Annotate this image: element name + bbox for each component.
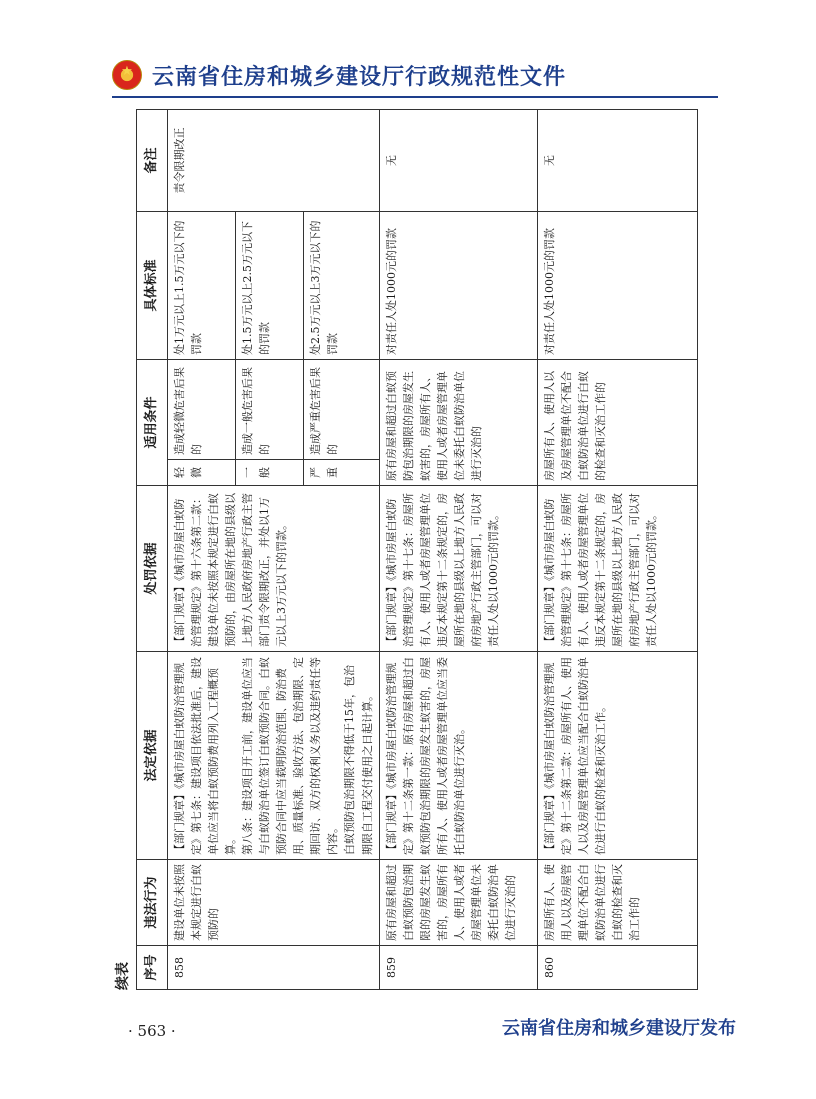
tier-standard: 处2.5万元以上3万元以下的罚款 (304, 211, 380, 359)
row-condition: 房屋所有人、使用人以及房屋管理单位不配合白蚁防治单位进行白蚁的检查和灭治工作的 (537, 359, 697, 485)
basis-paragraph: 【部门规章】《城市房屋白蚁防治管理规定》第十二条第一款：原有房屋和超过白蚁预防包治期限的房屋发生蚁害的，房屋所有人、使用人或者房屋管理单位应当委托白蚁防治单位进行灭治。 (384, 657, 466, 855)
header-note: 备注 (137, 109, 168, 211)
basis-paragraph: 白蚁预防包治期限不得低于15年，包治期限自工程交付使用之日起计算。 (343, 665, 374, 855)
header-condition: 适用条件 (137, 359, 168, 485)
tier-condition: 造成轻微危害后果的 (168, 359, 236, 459)
row-act: 房屋所有人、使用人以及房屋管理单位不配合白蚁防治单位进行白蚁的检查和灭治工作的 (537, 860, 697, 946)
continuation-label: 续表 (115, 962, 131, 990)
header-rule (112, 96, 718, 98)
basis-paragraph: 【部门规章】《城市房屋白蚁防治管理规定》第七条：建设项目依法批准后，建设单位应当将白蚁预防费用列入工程概预算。 (173, 657, 238, 855)
row-note: 责令限期改正 (168, 109, 380, 211)
table-row (379, 109, 537, 989)
row-basis (168, 652, 380, 860)
header-num: 序号 (137, 946, 168, 990)
tier-level: 严重 (304, 460, 380, 486)
row-note: 无 (379, 109, 537, 211)
tier-standard: 处1.5万元以上2.5万元以下的罚款 (236, 211, 304, 359)
national-emblem-icon (112, 60, 142, 90)
penalty-table (136, 109, 698, 990)
page-header (112, 56, 752, 94)
tier-level: 一般 (236, 460, 304, 486)
header-basis: 法定依据 (137, 652, 168, 860)
row-penalty: 【部门规章】《城市房屋白蚁防治管理规定》第十七条：房屋所有人、使用人或者房屋管理单位违反本规定第十二条规定的，房屋所在地的县级以上地方人民政府房地产行政主管部门，可以对责任人处以1000元的罚款。 (537, 486, 697, 652)
row-note: 无 (537, 109, 697, 211)
header-act: 违法行为 (137, 860, 168, 946)
row-num: 858 (168, 946, 380, 990)
table-row (168, 109, 236, 989)
row-basis (537, 652, 697, 860)
rotated-table-area (110, 110, 718, 990)
footer-publisher: 云南省住房和城乡建设厅发布 (502, 1018, 736, 1039)
row-condition: 原有房屋和超过白蚁预防包治期限的房屋发生蚁害的，房屋所有人、使用人或者房屋管理单位未委托白蚁防治单位进行灭治的 (379, 359, 537, 485)
row-penalty: 【部门规章】《城市房屋白蚁防治管理规定》第十七条：房屋所有人、使用人或者房屋管理单位违反本规定第十二条规定的，房屋所在地的县级以上地方人民政府房地产行政主管部门，可以对责任人处以1000元的罚款。 (379, 486, 537, 652)
tier-condition: 造成严重危害后果的 (304, 359, 380, 459)
header-standard: 具体标准 (137, 211, 168, 359)
row-num: 859 (379, 946, 537, 990)
basis-paragraph: 第八条：建设项目开工前，建设单位应当与白蚁防治单位签订白蚁预防合同。白蚁预防合同中应当载明防治范围、防治费用、质量标准、验收方法、包治期限、定期回访、双方的权利义务以及违约责任等内容。 (241, 657, 340, 855)
table-header-row (137, 109, 168, 989)
tier-condition: 造成一般危害后果的 (236, 359, 304, 459)
row-penalty: 【部门规章】《城市房屋白蚁防治管理规定》第十六条第二款：建设单位未按照本规定进行白蚁预防的，由房屋所在地的县级以上地方人民政府房地产行政主管部门责令限期改正，并处以1万元以上3万元以下的罚款。 (168, 486, 380, 652)
row-standard: 对责任人处1000元的罚款 (379, 211, 537, 359)
header-penalty: 处罚依据 (137, 486, 168, 652)
row-act: 建设单位未按照本规定进行白蚁预防的 (168, 860, 380, 946)
row-basis (379, 652, 537, 860)
row-act: 原有房屋和超过白蚁预防包治期限的房屋发生蚁害的，房屋所有人、使用人或者房屋管理单位未委托白蚁防治单位进行灭治的 (379, 860, 537, 946)
header-title: 云南省住房和城乡建设厅行政规范性文件 (152, 64, 567, 90)
basis-paragraph: 【部门规章】《城市房屋白蚁防治管理规定》第十二条第二款：房屋所有人、使用人以及房屋管理单位应当配合白蚁防治单位进行白蚁的检查和灭治工作。 (542, 657, 607, 855)
row-standard: 对责任人处1000元的罚款 (537, 211, 697, 359)
page-number: · 563 · (128, 1022, 176, 1040)
tier-standard: 处1万元以上1.5万元以下的罚款 (168, 211, 236, 359)
table-row (537, 109, 697, 989)
tier-level: 轻微 (168, 460, 236, 486)
row-num: 860 (537, 946, 697, 990)
